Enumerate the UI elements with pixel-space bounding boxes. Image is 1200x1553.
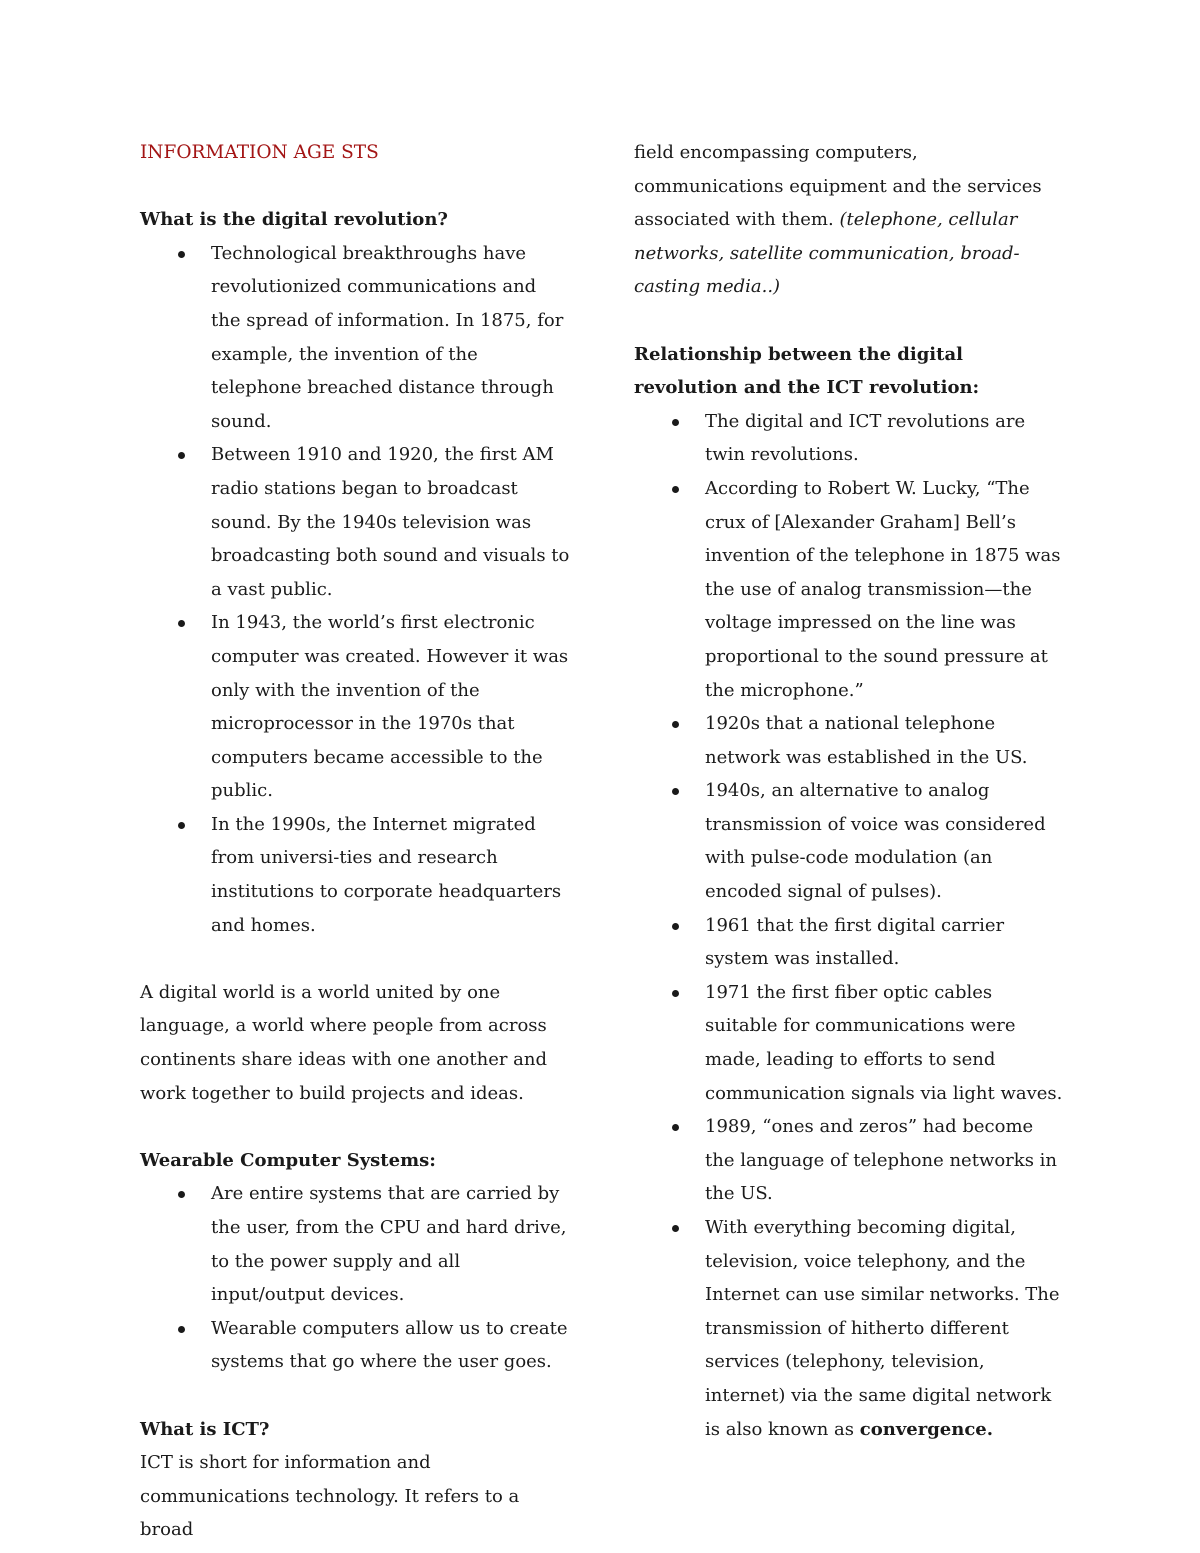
list-item-text: With everything becoming digital, television, voice telephony, and the Internet can use similar networks. The transmission of hitherto different services (telephony, television, internet) via the same digital network is also known as [705,1217,1060,1440]
list-item-text: The digital and ICT revolutions are twin revolutions. [705,410,1026,466]
digital-revolution-list [140,237,570,942]
list-item [140,606,570,808]
list-item [634,1211,1066,1446]
list-item [634,909,1066,976]
bullet-icon [178,1191,185,1198]
list-item [634,976,1066,1110]
list-item-text: Between 1910 and 1920, the first AM radio stations began to broadcast sound. By the 1940s television was broadcasting both sound and visuals to a vast public. [211,444,570,600]
convergence-term: convergence [859,1418,987,1440]
spacer [140,942,570,976]
bullet-icon [178,822,185,829]
list-item [140,1177,570,1311]
bullet-icon [672,788,679,795]
list-item-text: Are entire systems that are carried by the user, from the CPU and hard drive, to the power supply and all input/output devices. [211,1183,567,1306]
ict-paragraph-continued [634,136,1066,304]
bullet-icon [672,1124,679,1131]
list-item-text: 1989, “ones and zeros” had become the language of telephone networks in the US. [705,1116,1058,1205]
ict-definition-text: field encompassing computers, communications equipment and the services associated with them. [634,142,1042,231]
bullet-icon [178,251,185,258]
list-item-text: 1961 that the first digital carrier system was installed. [705,914,1005,970]
right-column [634,136,1066,1446]
spacer [140,1110,570,1144]
spacer [634,304,1066,338]
list-item [634,405,1066,472]
bullet-icon [672,419,679,426]
bullet-icon [178,452,185,459]
list-item [634,472,1066,707]
spacer [140,1379,570,1413]
bullet-icon [672,486,679,493]
bullet-icon [672,721,679,728]
digital-revolution-heading: What is the digital revolution? [140,209,448,231]
bullet-icon [672,1225,679,1232]
bullet-icon [672,923,679,930]
relationship-heading: Relationship between the digital revolution and the ICT revolution: [634,343,980,399]
relationship-list [634,405,1066,1446]
list-item [634,774,1066,908]
list-item-text: Wearable computers allow us to create systems that go where the user goes. [211,1317,568,1373]
list-item-text: In the 1990s, the Internet migrated from universi-ties and research institutions to corporate headquarters and homes. [211,813,562,936]
list-item-text: 1971 the first fiber optic cables suitable for communications were made, leading to efforts to send communication signals via light waves. [705,981,1063,1104]
list-item [140,808,570,942]
list-item [634,707,1066,774]
list-item [140,237,570,439]
wearable-list [140,1177,570,1379]
convergence-period: . [986,1418,994,1440]
ict-paragraph-start: ICT is short for information and communications technology. It refers to a broad [140,1452,520,1541]
document-title: INFORMATION AGE STS [140,142,379,163]
list-item-text: In 1943, the world’s first electronic computer was created. However it was only with the invention of the microprocessor in the 1970s that computers became accessible to the public. [211,612,569,802]
list-item-text: Technological breakthroughs have revolutionized communications and the spread of information. In 1875, for example, the invention of the telephone breached distance through sound. [211,242,564,432]
bullet-icon [672,990,679,997]
list-item-text: According to Robert W. Lucky, “The crux of [Alexander Graham] Bell’s invention of the telephone in 1875 was the use of analog transmission—the voltage impressed on the line was proportional to the sound pressure at the microphone.” [705,477,1061,701]
list-item [140,1312,570,1379]
ict-examples: (telephone, cellular networks, satellite communication, broad-casting media..) [634,209,1020,298]
ict-heading: What is ICT? [140,1418,270,1440]
list-item-text: 1920s that a national telephone network was established in the US. [705,713,1028,768]
left-column [140,136,570,1547]
spacer [140,170,570,204]
list-item [140,438,570,606]
digital-world-paragraph: A digital world is a world united by one language, a world where people from across continents share ideas with one another and work together to build projects and ideas. [140,981,548,1104]
list-item-text: 1940s, an alternative to analog transmission of voice was considered with pulse-code modulation (an encoded signal of pulses). [705,780,1046,903]
bullet-icon [178,620,185,627]
list-item [634,1110,1066,1211]
wearable-heading: Wearable Computer Systems: [140,1149,436,1171]
bullet-icon [178,1326,185,1333]
